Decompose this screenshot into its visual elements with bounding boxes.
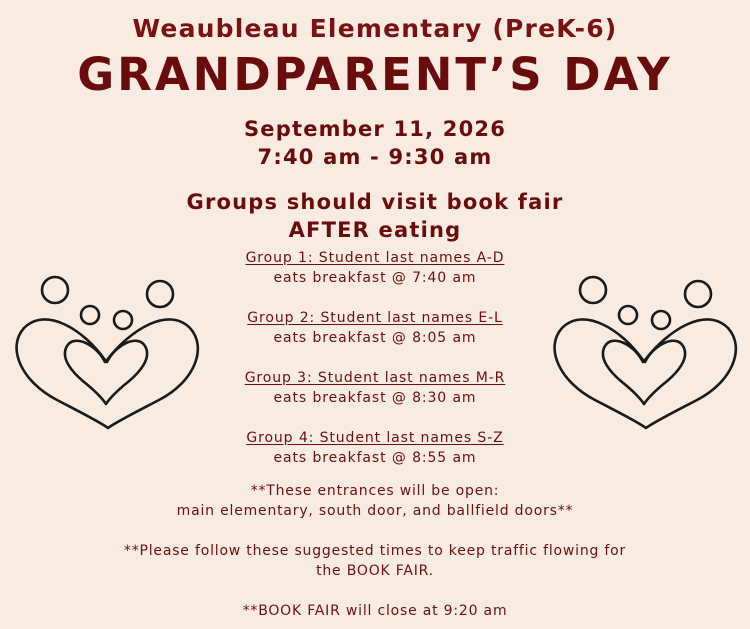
event-date: September 11, 2026 [243,117,507,141]
group-name: Group 4: Student last names S-Z [246,430,504,446]
group-time: eats breakfast @ 8:55 am [273,450,477,466]
suggested-line-2: the BOOK FAIR. [316,563,434,579]
book-fair-close: **BOOK FAIR will close at 9:20 am [242,603,508,619]
group-time: eats breakfast @ 8:05 am [273,330,477,346]
suggested-line-1: **Please follow these suggested times to keep traffic flowing for [123,543,627,559]
group-name: Group 3: Student last names M-R [244,370,506,386]
event-datetime [0,115,750,171]
group-name: Group 2: Student last names E-L [247,310,503,326]
family-heart-icon [550,272,740,432]
group-time: eats breakfast @ 8:30 am [273,390,477,406]
notice-line-1: Groups should visit book fair [186,190,564,214]
notice-line-2: AFTER eating [288,218,462,242]
event-title: GRANDPARENT’S DAY [77,48,673,101]
footer-notes [0,481,750,621]
event-time: 7:40 am - 9:30 am [257,145,493,169]
entrances-line-1: **These entrances will be open: [250,483,500,499]
book-fair-notice [0,188,750,244]
family-heart-icon [12,272,202,432]
entrances-line-2: main elementary, south door, and ballfield doors** [176,503,574,519]
school-name: Weaubleau Elementary (PreK-6) [132,14,618,43]
group-item-4 [0,428,750,488]
group-time: eats breakfast @ 7:40 am [273,270,477,286]
group-name: Group 1: Student last names A-D [245,250,505,266]
